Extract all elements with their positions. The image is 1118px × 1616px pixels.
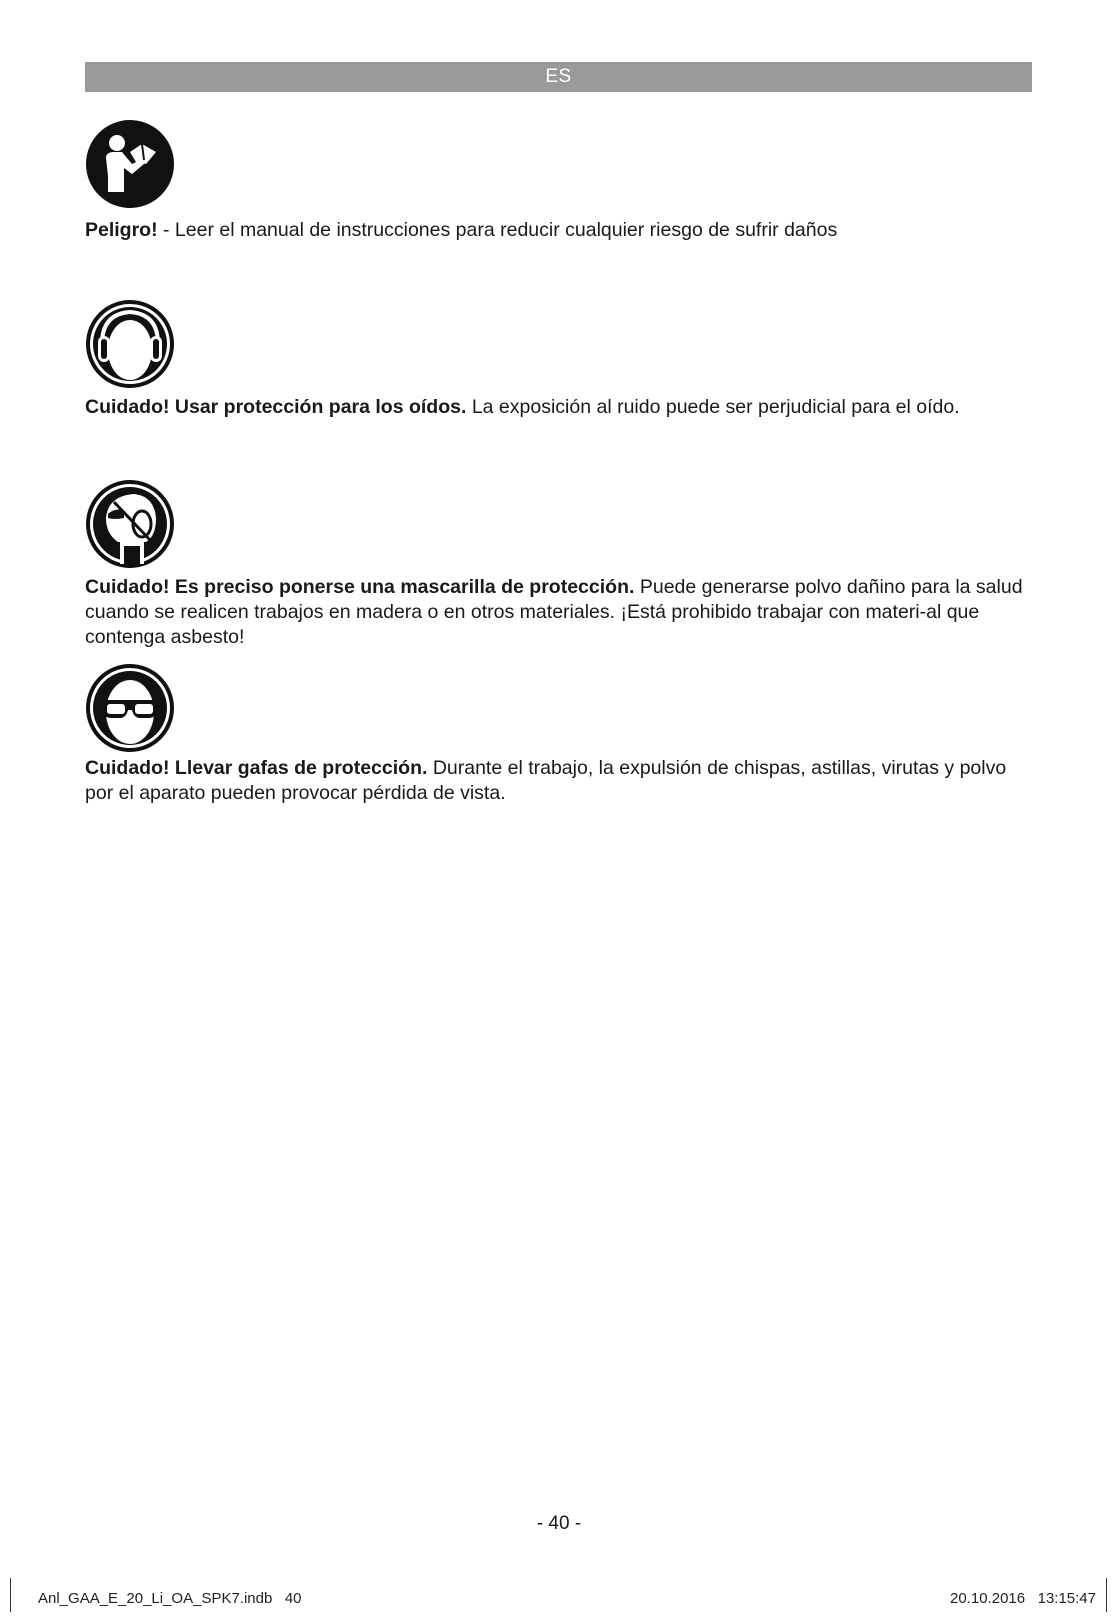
warning-dust-mask <box>85 575 1035 650</box>
warning-text: - Leer el manual de instrucciones para reducir cualquier riesgo de sufrir daños <box>157 219 838 241</box>
print-datetime-slug: 20.10.2016 13:15:47 <box>950 1590 1096 1607</box>
warning-title: Cuidado! Llevar gafas de protección. <box>85 757 428 779</box>
warning-text: Durante el trabajo, la expulsión de chispas, astillas, virutas y polvo por el aparato pueden provocar pérdida de vista. <box>85 757 1007 804</box>
page-number: - 40 - <box>536 1513 582 1534</box>
warning-title: Peligro! <box>85 219 158 241</box>
warning-text: La exposición al ruido puede ser perjudicial para el oído. <box>466 396 960 418</box>
crop-mark-right <box>1106 1578 1107 1612</box>
print-file-slug: Anl_GAA_E_20_Li_OA_SPK7.indb 40 <box>38 1590 302 1607</box>
crop-mark-left <box>10 1578 11 1612</box>
warning-safety-goggles <box>85 756 1035 806</box>
warning-ear-protection <box>85 395 1035 420</box>
read-manual-icon <box>84 118 176 210</box>
safety-goggles-icon <box>84 662 176 754</box>
dust-mask-icon <box>84 478 176 570</box>
ear-protection-icon <box>84 298 176 390</box>
warning-text: Puede generarse polvo dañino para la salud cuando se realicen trabajos en madera o en otros materiales. ¡Está prohibido trabajar con materi-al que contenga asbesto! <box>85 576 1023 648</box>
warning-read-manual <box>85 218 1035 243</box>
language-code: ES <box>545 66 572 87</box>
language-header-bar <box>85 62 1032 92</box>
warning-title: Cuidado! Es preciso ponerse una mascarilla de protección. <box>85 576 635 598</box>
warning-title: Cuidado! Usar protección para los oídos. <box>85 396 467 418</box>
